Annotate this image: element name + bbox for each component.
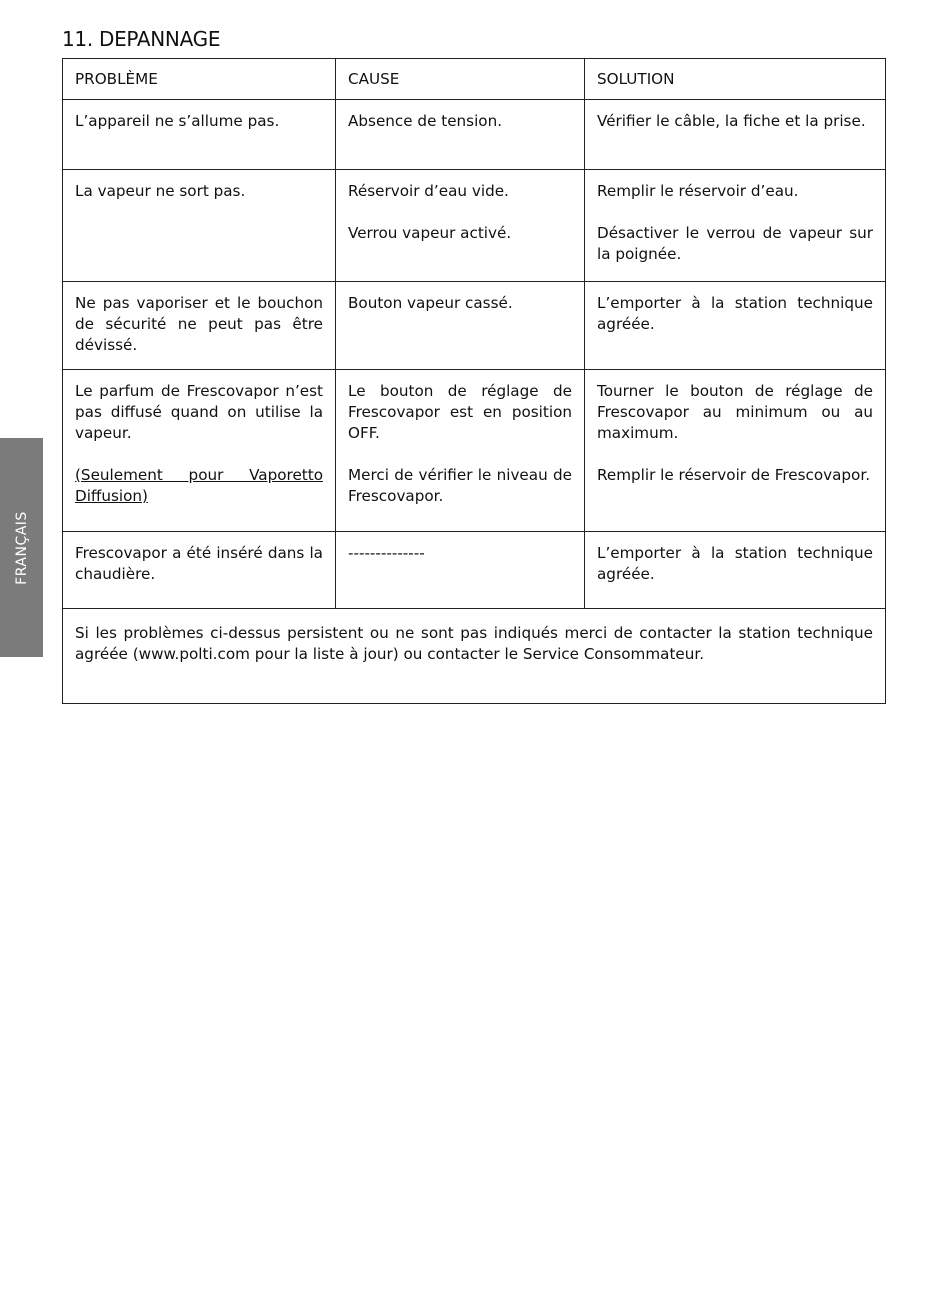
table-row — [63, 100, 886, 170]
problem-line: Le parfum de Frescovapor n’est pas diffusé quand on utilise la vapeur. — [75, 382, 323, 442]
language-side-tab — [0, 438, 43, 657]
header-solution: SOLUTION — [585, 59, 886, 100]
header-cause: CAUSE — [336, 59, 585, 100]
table-row — [63, 370, 886, 532]
cause-line: Merci de vérifier le niveau de Frescovapor. — [348, 466, 572, 505]
language-label: FRANÇAIS — [13, 510, 30, 585]
problem-cell: Frescovapor a été inséré dans la chaudière. — [63, 532, 336, 609]
cause-cell: Bouton vapeur cassé. — [336, 282, 585, 370]
solution-cell: Vérifier le câble, la fiche et la prise. — [585, 100, 886, 170]
table-header-row — [63, 59, 886, 100]
solution-cell: L’emporter à la station technique agréée. — [585, 282, 886, 370]
cause-cell: Absence de tension. — [336, 100, 585, 170]
solution-line: Remplir le réservoir d’eau. — [597, 182, 799, 200]
cause-line: Le bouton de réglage de Frescovapor est en position OFF. — [348, 382, 572, 442]
solution-line: Remplir le réservoir de Frescovapor. — [597, 466, 871, 484]
solution-cell — [585, 370, 886, 532]
solution-line: Désactiver le verrou de vapeur sur la poignée. — [597, 224, 873, 263]
problem-cell: Ne pas vaporiser et le bouchon de sécurité ne peut pas être dévissé. — [63, 282, 336, 370]
cause-line: Verrou vapeur activé. — [348, 224, 512, 242]
table-footer-row — [63, 609, 886, 704]
cause-cell: -------------- — [336, 532, 585, 609]
problem-cell — [63, 370, 336, 532]
table-row — [63, 170, 886, 282]
table-row — [63, 282, 886, 370]
solution-line: Tourner le bouton de réglage de Frescovapor au minimum ou au maximum. — [597, 382, 873, 442]
troubleshooting-table — [62, 58, 886, 704]
cause-cell — [336, 370, 585, 532]
footer-note: Si les problèmes ci-dessus persistent ou ne sont pas indiqués merci de contacter la station technique agréée (www.polti.com pour la liste à jour) ou contacter le Service Consommateur. — [63, 609, 886, 704]
solution-cell: L’emporter à la station technique agréée. — [585, 532, 886, 609]
header-problem: PROBLÈME — [63, 59, 336, 100]
cause-cell — [336, 170, 585, 282]
section-title: 11. DEPANNAGE — [62, 27, 221, 51]
problem-note: (Seulement pour Vaporetto Diffusion) — [75, 466, 323, 505]
table-row — [63, 532, 886, 609]
problem-cell: La vapeur ne sort pas. — [63, 170, 336, 282]
cause-line: Réservoir d’eau vide. — [348, 182, 509, 200]
problem-cell: L’appareil ne s’allume pas. — [63, 100, 336, 170]
solution-cell — [585, 170, 886, 282]
